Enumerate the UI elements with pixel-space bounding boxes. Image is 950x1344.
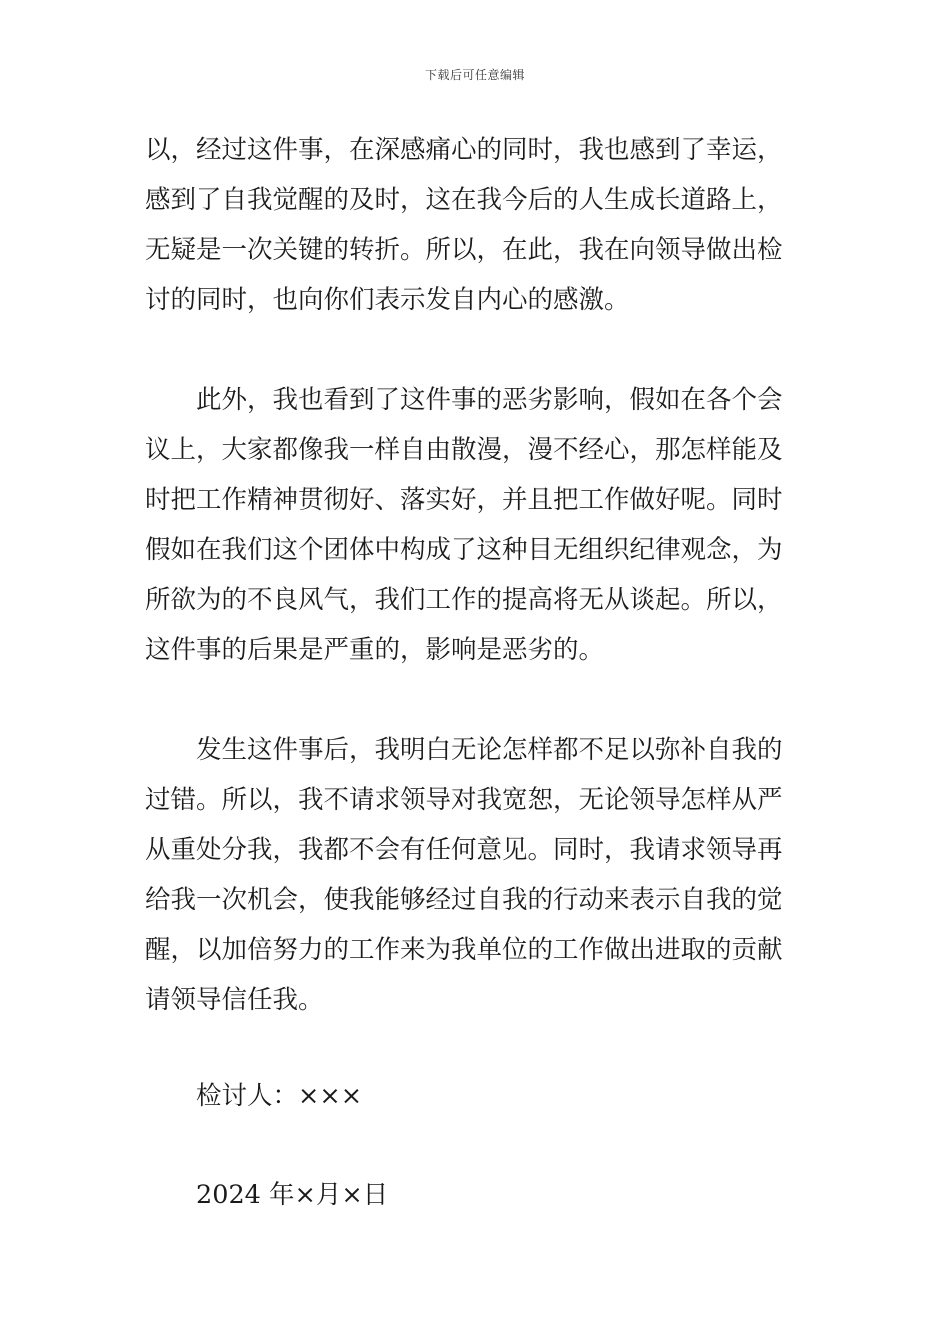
document-body (145, 125, 810, 1025)
paragraph-line: 这件事的后果是严重的，影响是恶劣的。 (145, 635, 605, 665)
paragraph-line: 议上，大家都像我一样自由散漫，漫不经心，那怎样能及 (145, 435, 783, 465)
paragraph-line: 请领导信任我。 (145, 985, 324, 1015)
paragraph-line: 从重处分我，我都不会有任何意见。同时，我请求领导再 (145, 835, 783, 865)
paragraph-line: 时把工作精神贯彻好、落实好，并且把工作做好呢。同时 (145, 485, 783, 515)
paragraph-1 (145, 125, 810, 325)
paragraph-line: 醒，以加倍努力的工作来为我单位的工作做出进取的贡献 (145, 935, 783, 965)
paragraph-line: 发生这件事后，我明白无论怎样都不足以弥补自我的 (196, 735, 783, 765)
signature-date: 2024 年×月×日 (196, 1180, 389, 1210)
paragraph-line: 感到了自我觉醒的及时，这在我今后的人生成长道路上， (145, 185, 783, 215)
paragraph-line: 此外，我也看到了这件事的恶劣影响，假如在各个会 (196, 385, 783, 415)
paragraph-line: 给我一次机会，使我能够经过自我的行动来表示自我的觉 (145, 885, 783, 915)
paragraph-2 (145, 375, 810, 675)
paragraph-line: 过错。所以，我不请求领导对我宽恕，无论领导怎样从严 (145, 785, 783, 815)
signature-name: 检讨人：××× (196, 1081, 363, 1111)
paragraph-line: 无疑是一次关键的转折。所以，在此，我在向领导做出检 (145, 235, 783, 265)
paragraph-line: 以，经过这件事，在深感痛心的同时，我也感到了幸运， (145, 135, 783, 165)
page-header-note: 下载后可任意编辑 (424, 68, 525, 82)
paragraph-line: 讨的同时，也向你们表示发自内心的感激。 (145, 285, 630, 315)
paragraph-3 (145, 725, 810, 1025)
paragraph-line: 所欲为的不良风气，我们工作的提高将无从谈起。所以， (145, 585, 783, 615)
paragraph-line: 假如在我们这个团体中构成了这种目无组织纪律观念，为 (145, 535, 783, 565)
